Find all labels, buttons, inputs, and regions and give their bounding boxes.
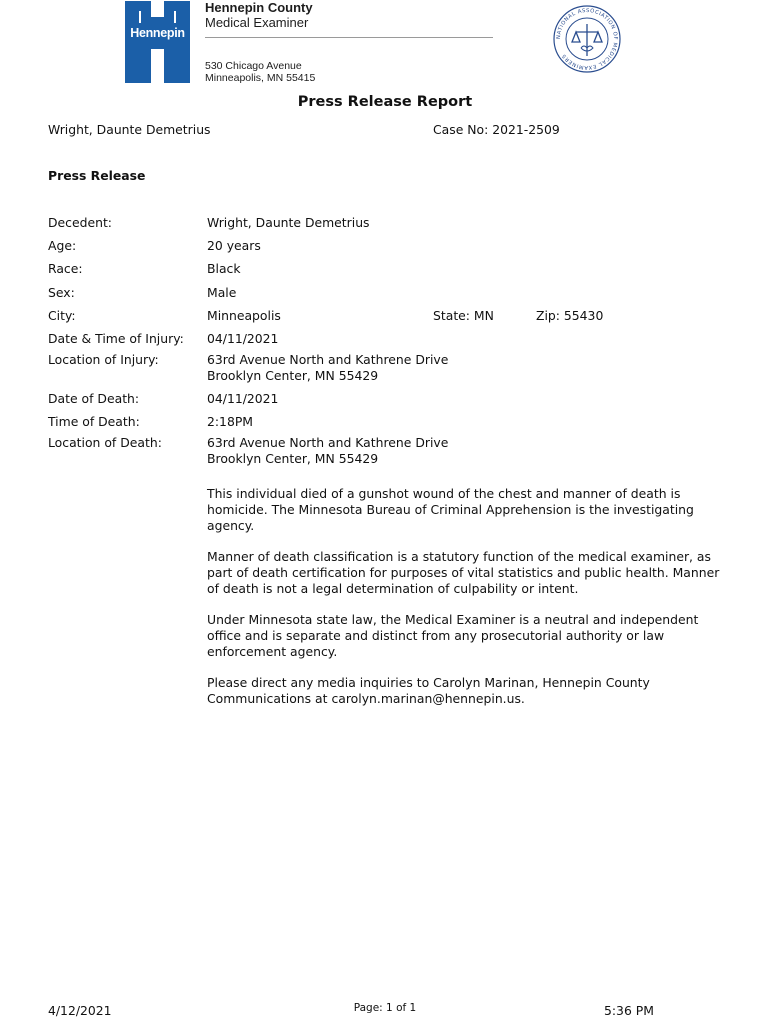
- injury-date-label: Date & Time of Injury:: [48, 331, 184, 346]
- injury-location-label: Location of Injury:: [48, 352, 159, 367]
- paragraph-cause: This individual died of a gunshot wound of the chest and manner of death is homicide. The Minnesota Bureau of Criminal Apprehension is the investigating agency.: [207, 486, 694, 533]
- race-value: Black: [207, 261, 241, 276]
- death-location-label: Location of Death:: [48, 435, 162, 450]
- sex-value: Male: [207, 285, 237, 300]
- age-value: 20 years: [207, 238, 261, 253]
- hennepin-logo: [125, 1, 190, 83]
- city-value: Minneapolis: [207, 308, 281, 323]
- paragraph-neutrality: Under Minnesota state law, the Medical Examiner is a neutral and independent office and is separate and distinct from any prosecutorial authority or law enforcement agency.: [207, 612, 699, 659]
- logo-wordmark: Hennepin: [130, 26, 185, 40]
- address-line-2: Minneapolis, MN 55415: [205, 72, 316, 84]
- death-date-label: Date of Death:: [48, 391, 140, 406]
- case-number: Case No: 2021-2509: [433, 122, 560, 137]
- paragraph-classification: Manner of death classification is a statutory function of the medical examiner, as part of death certification for purposes of vital statistics and public health. Manner of death is not a legal determination of culpability or intent.: [207, 549, 720, 596]
- sex-label: Sex:: [48, 285, 75, 300]
- section-heading: Press Release: [48, 168, 146, 183]
- death-time-value: 2:18PM: [207, 414, 253, 429]
- death-location-value: 63rd Avenue North and Kathrene Drive Brooklyn Center, MN 55429: [207, 435, 449, 466]
- zip-value: Zip: 55430: [536, 308, 604, 323]
- age-label: Age:: [48, 238, 77, 253]
- footer-date: 4/12/2021: [48, 1003, 112, 1018]
- death-date-value: 04/11/2021: [207, 391, 279, 406]
- name-seal-icon: [552, 4, 622, 74]
- injury-location-value: 63rd Avenue North and Kathrene Drive Brooklyn Center, MN 55429: [207, 352, 449, 383]
- header-divider: [205, 37, 493, 38]
- decedent-label: Decedent:: [48, 215, 112, 230]
- footer-page-number: Page: 1 of 1: [353, 1002, 417, 1014]
- decedent-name-header: Wright, Daunte Demetrius: [48, 122, 211, 137]
- report-title: Press Release Report: [297, 94, 473, 110]
- decedent-value: Wright, Daunte Demetrius: [207, 215, 370, 230]
- state-value: State: MN: [433, 308, 494, 323]
- race-label: Race:: [48, 261, 83, 276]
- death-time-label: Time of Death:: [48, 414, 140, 429]
- footer-time: 5:36 PM: [604, 1003, 654, 1018]
- paragraph-media-contact: Please direct any media inquiries to Carolyn Marinan, Hennepin County Communications at carolyn.marinan@hennepin.us.: [207, 675, 650, 706]
- city-label: City:: [48, 308, 76, 323]
- seal-text: NATIONAL ASSOCIATION OF MEDICAL EXAMINERS: [555, 7, 619, 71]
- injury-date-value: 04/11/2021: [207, 331, 279, 346]
- address-line-1: 530 Chicago Avenue: [205, 60, 302, 72]
- org-subname: Medical Examiner: [205, 15, 309, 30]
- org-name: Hennepin County: [205, 0, 313, 15]
- logo-h-shape: [125, 1, 190, 83]
